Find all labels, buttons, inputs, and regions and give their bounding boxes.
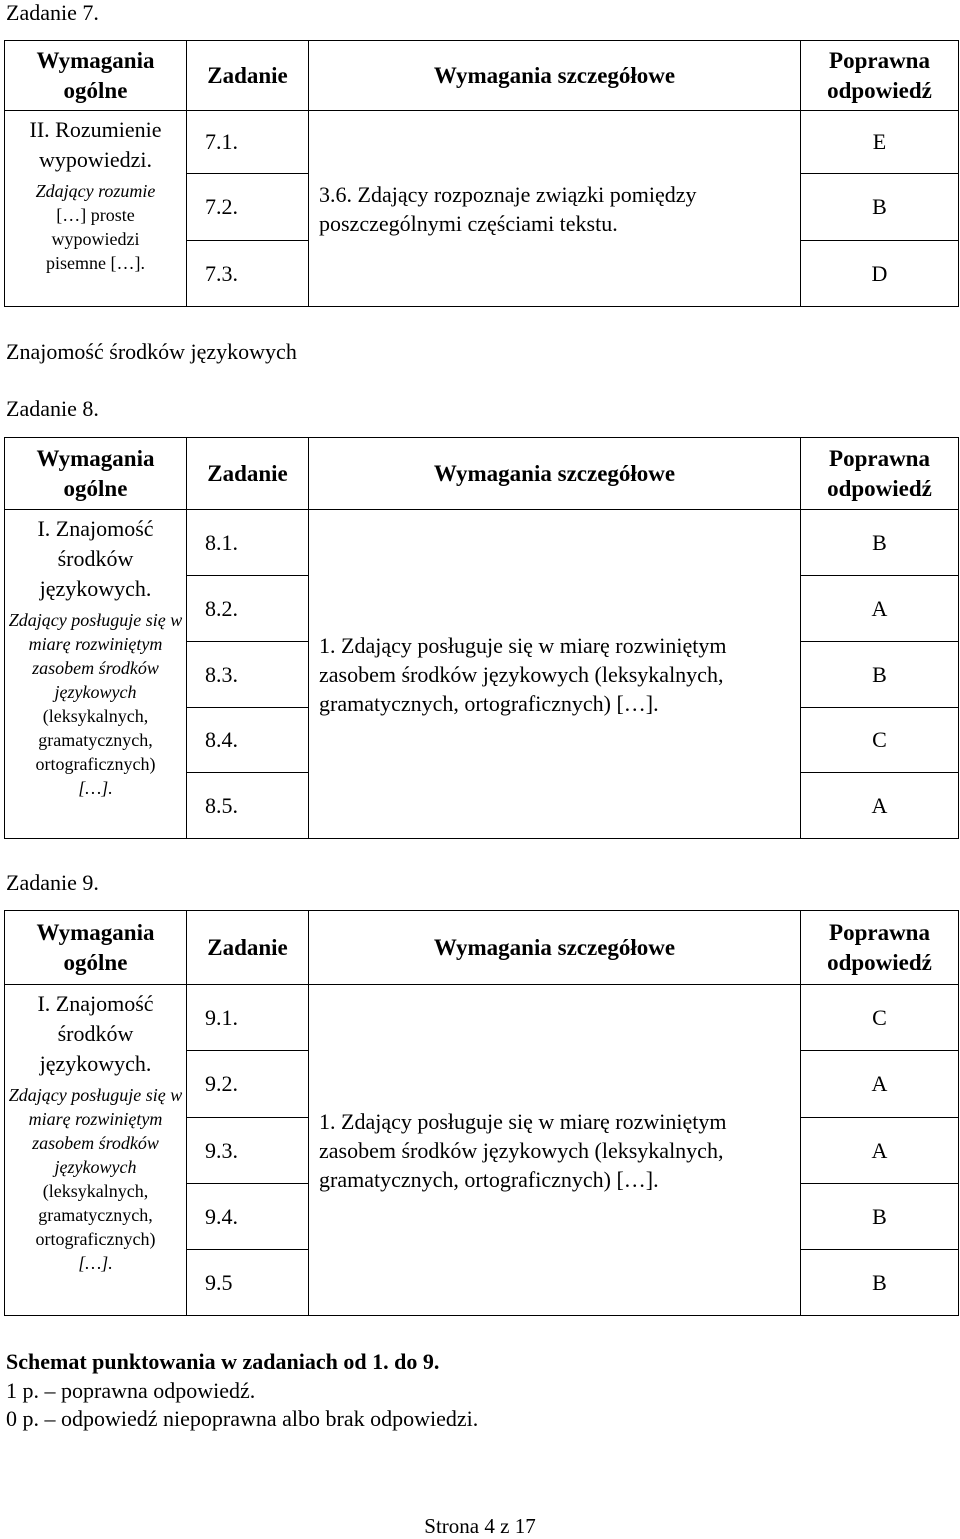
- general-title: II. Rozumienie wypowiedzi.: [29, 117, 162, 172]
- general-desc: Zdający rozumie: [35, 181, 156, 201]
- scoring-line-2: 0 p. – odpowiedź niepoprawna albo brak odpowiedzi.: [6, 1406, 479, 1431]
- task-number: 7.1.: [187, 111, 309, 174]
- general-desc: […] proste: [56, 205, 135, 225]
- header-general: Wymagania ogólne: [5, 438, 187, 510]
- task-number: 9.2.: [187, 1051, 309, 1118]
- answer: A: [801, 576, 959, 642]
- general-title: I. Znajomość środków językowych.: [37, 516, 154, 601]
- task9-table: [4, 910, 959, 1316]
- answer: A: [801, 1051, 959, 1118]
- task-number: 9.3.: [187, 1118, 309, 1184]
- task-number: 8.4.: [187, 708, 309, 773]
- task8-title: Zadanie 8.: [6, 396, 99, 421]
- header-task: Zadanie: [187, 41, 309, 111]
- task7-table: [4, 40, 959, 307]
- header-task: Zadanie: [187, 438, 309, 510]
- general-desc: Zdający posługuje się w miarę rozwiniętym zasobem środków językowych: [8, 610, 183, 702]
- header-specific: Wymagania szczegółowe: [309, 911, 801, 985]
- answer: A: [801, 773, 959, 839]
- task-number: 8.2.: [187, 576, 309, 642]
- answer: A: [801, 1118, 959, 1184]
- task-number: 9.4.: [187, 1184, 309, 1250]
- header-specific: Wymagania szczegółowe: [309, 438, 801, 510]
- general-desc: pisemne […].: [46, 253, 145, 273]
- scoring-line-1: 1 p. – poprawna odpowiedź.: [6, 1378, 256, 1403]
- task-number: 7.2.: [187, 174, 309, 241]
- answer: B: [801, 174, 959, 241]
- task7-title: Zadanie 7.: [6, 0, 99, 25]
- general-title: I. Znajomość środków językowych.: [37, 991, 154, 1076]
- scoring-title: Schemat punktowania w zadaniach od 1. do 9.: [6, 1349, 440, 1374]
- general-desc: Zdający posługuje się w miarę rozwiniętym zasobem środków językowych: [8, 1085, 183, 1177]
- answer: B: [801, 1250, 959, 1316]
- header-general: Wymagania ogólne: [5, 911, 187, 985]
- task-number: 9.1.: [187, 985, 309, 1051]
- task-number: 8.3.: [187, 642, 309, 708]
- specific-requirement: 1. Zdający posługuje się w miarę rozwiniętym zasobem środków językowych (leksykalnych, gramatycznych, ortograficznych) […].: [309, 510, 801, 839]
- general-desc: (leksykalnych, gramatycznych, ortograficznych): [35, 1181, 156, 1249]
- header-answer: Poprawna odpowiedź: [801, 41, 959, 111]
- general-desc: (leksykalnych, gramatycznych, ortograficznych): [35, 706, 156, 774]
- general-requirement: [5, 985, 187, 1316]
- header-specific: Wymagania szczegółowe: [309, 41, 801, 111]
- page-number: Strona 4 z 17: [424, 1514, 536, 1538]
- task-number: 9.5: [187, 1250, 309, 1316]
- answer: B: [801, 510, 959, 576]
- task-number: 8.1.: [187, 510, 309, 576]
- task8-table: [4, 437, 959, 839]
- answer: C: [801, 708, 959, 773]
- answer: D: [801, 241, 959, 307]
- answer: B: [801, 642, 959, 708]
- answer: E: [801, 111, 959, 174]
- header-task: Zadanie: [187, 911, 309, 985]
- general-requirement: [5, 510, 187, 839]
- general-desc: […].: [78, 1253, 113, 1273]
- specific-requirement: 1. Zdający posługuje się w miarę rozwiniętym zasobem środków językowych (leksykalnych, gramatycznych, ortograficznych) […].: [309, 985, 801, 1316]
- task-number: 8.5.: [187, 773, 309, 839]
- header-general: Wymagania ogólne: [5, 41, 187, 111]
- section-title: Znajomość środków językowych: [6, 339, 297, 364]
- answer: C: [801, 985, 959, 1051]
- general-requirement: [5, 111, 187, 307]
- answer: B: [801, 1184, 959, 1250]
- general-desc: wypowiedzi: [51, 229, 140, 249]
- header-answer: Poprawna odpowiedź: [801, 438, 959, 510]
- specific-requirement: 3.6. Zdający rozpoznaje związki pomiędzy poszczególnymi częściami tekstu.: [309, 111, 801, 307]
- header-answer: Poprawna odpowiedź: [801, 911, 959, 985]
- task-number: 7.3.: [187, 241, 309, 307]
- task9-title: Zadanie 9.: [6, 870, 99, 895]
- general-desc: […].: [78, 778, 113, 798]
